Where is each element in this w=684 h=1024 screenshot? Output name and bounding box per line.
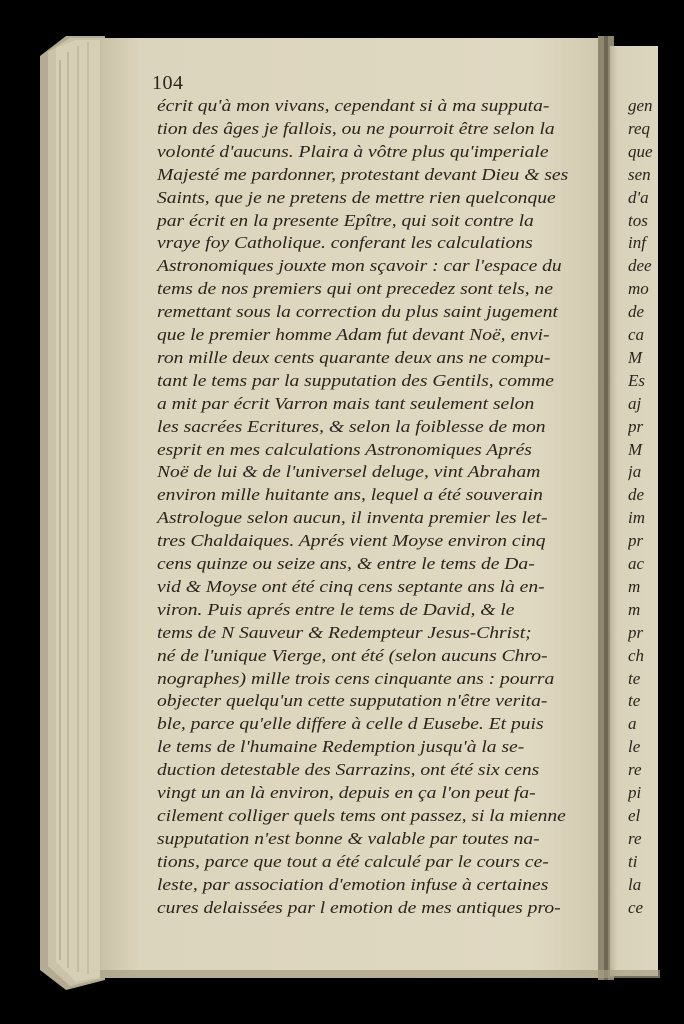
text-line: que le premier homme Adam fut devant Noë, envi- xyxy=(157,325,550,344)
text-line: nographes) mille trois cens cinquante ans : pourra xyxy=(157,668,555,688)
text-line: vid & Moyse ont été cinq cens septante ans là en- xyxy=(157,576,545,596)
text-line: par écrit en la presente Epître, qui soit contre la xyxy=(157,210,534,230)
text-line: tems de N Sauveur & Redempteur Jesus-Christ; xyxy=(157,622,532,642)
text-line: le tems de l'humaine Redemption jusqu'à la se- xyxy=(157,737,525,757)
facing-page-fragment: dee xyxy=(628,256,652,276)
facing-page-fragment: pr xyxy=(628,622,644,642)
text-line: Noë de lui & de l'universel deluge, vint Abraham xyxy=(157,462,541,482)
text-line: Astronomiques jouxte mon sçavoir : car l'espace du xyxy=(157,256,562,276)
text-line: supputation n'est bonne & valable par toutes na- xyxy=(157,828,540,848)
facing-page-fragment: aj xyxy=(628,393,642,413)
text-line: écrit qu'à mon vivans, cependant si à ma supputa- xyxy=(157,96,550,115)
facing-page-fragment: im xyxy=(628,508,645,528)
text-line: vingt un an là environ, depuis en ça l'on peut fa- xyxy=(157,783,536,802)
facing-page-fragment: d'a xyxy=(628,187,649,207)
facing-page-fragment: pr xyxy=(628,416,644,436)
text-line: tion des âges je fallois, ou ne pourroit être selon la xyxy=(157,118,555,138)
facing-page-fragment: mo xyxy=(628,279,649,299)
page-stack-edges xyxy=(40,36,105,990)
facing-page-fragment: sen xyxy=(628,164,651,184)
text-line: cures delaissées par l emotion de mes antiques pro- xyxy=(157,897,561,917)
facing-page-fragment: te xyxy=(628,691,641,711)
text-line: a mit par écrit Varron mais tant seulement selon xyxy=(157,393,535,413)
text-line: ron mille deux cents quarante deux ans ne compu- xyxy=(157,347,551,367)
facing-page-fragment: M xyxy=(628,439,643,459)
facing-page-fragment: ti xyxy=(628,851,638,871)
text-line: objecter quelqu'un cette supputation n'être verita- xyxy=(157,691,548,711)
text-line: tions, parce que tout a été calculé par le cours ce- xyxy=(157,851,549,871)
facing-page-fragment: la xyxy=(628,874,642,894)
facing-page-fragment: m xyxy=(628,576,641,596)
text-line: cens quinze ou seize ans, & entre le tems de Da- xyxy=(157,554,535,573)
facing-page-fragment: tos xyxy=(628,210,648,230)
text-line: duction detestable des Sarrazins, ont été six cens xyxy=(157,760,540,780)
facing-page-fragment: M xyxy=(628,347,643,367)
facing-page-fragment: re xyxy=(628,828,642,848)
text-line: leste, par association d'emotion infuse à certaines xyxy=(157,874,549,894)
text-line: viron. Puis aprés entre le tems de David, & le xyxy=(157,599,515,619)
page-number: 104 xyxy=(152,72,184,94)
text-line: vraye foy Catholique. conferant les calculations xyxy=(157,233,533,253)
facing-page-fragment: pi xyxy=(628,783,642,802)
facing-page-fragment: req xyxy=(628,118,651,138)
text-line: Majesté me pardonner, protestant devant Dieu & ses xyxy=(157,164,569,184)
facing-page-fragment: inf xyxy=(628,233,646,253)
facing-page-fragment: que xyxy=(628,141,653,161)
facing-page-fragment: le xyxy=(628,737,641,757)
facing-page-fragment: ja xyxy=(628,462,642,482)
text-line: environ mille huitante ans, lequel a été souverain xyxy=(157,485,543,505)
facing-page-fragment: re xyxy=(628,760,642,780)
facing-page-fragment: pr xyxy=(628,531,644,551)
text-line: volonté d'aucuns. Plaira à vôtre plus qu'imperiale xyxy=(157,141,549,161)
text-line: remettant sous la correction du plus saint jugement xyxy=(157,302,558,322)
facing-page-fragment: gen xyxy=(628,96,653,115)
facing-page-fragment: el xyxy=(628,805,641,825)
facing-page-fragment: ch xyxy=(628,645,645,665)
text-line: ble, parce qu'elle differe à celle d Eusebe. Et puis xyxy=(157,714,544,734)
text-line: tant le tems par la supputation des Gentils, comme xyxy=(157,370,554,390)
facing-page-fragment: de xyxy=(628,302,645,322)
text-line: né de l'unique Vierge, ont été (selon aucuns Chro- xyxy=(157,645,548,665)
facing-page-fragment: Es xyxy=(628,370,645,390)
facing-page-fragment: ca xyxy=(628,325,645,344)
facing-page-fragment: ce xyxy=(628,897,644,917)
text-line: Astrologue selon aucun, il inventa premier les let- xyxy=(157,508,548,528)
text-line: cilement colliger quels tems ont passez, si la mienne xyxy=(157,805,566,825)
text-line: esprit en mes calculations Astronomiques Aprés xyxy=(157,439,532,459)
facing-page-fragment: m xyxy=(628,599,641,619)
facing-page-fragment: de xyxy=(628,485,645,505)
facing-page-text xyxy=(628,95,658,975)
facing-page-fragment: ac xyxy=(628,554,645,573)
facing-page-fragment: te xyxy=(628,668,641,688)
facing-page-fragment: a xyxy=(628,714,637,734)
text-line: les sacrées Ecritures, & selon la foiblesse de mon xyxy=(157,416,546,436)
text-line: Saints, que je ne pretens de mettre rien quelconque xyxy=(157,187,556,207)
text-line: tres Chaldaiques. Aprés vient Moyse environ cinq xyxy=(157,531,546,551)
text-line: tems de nos premiers qui ont precedez sont tels, ne xyxy=(157,279,554,299)
